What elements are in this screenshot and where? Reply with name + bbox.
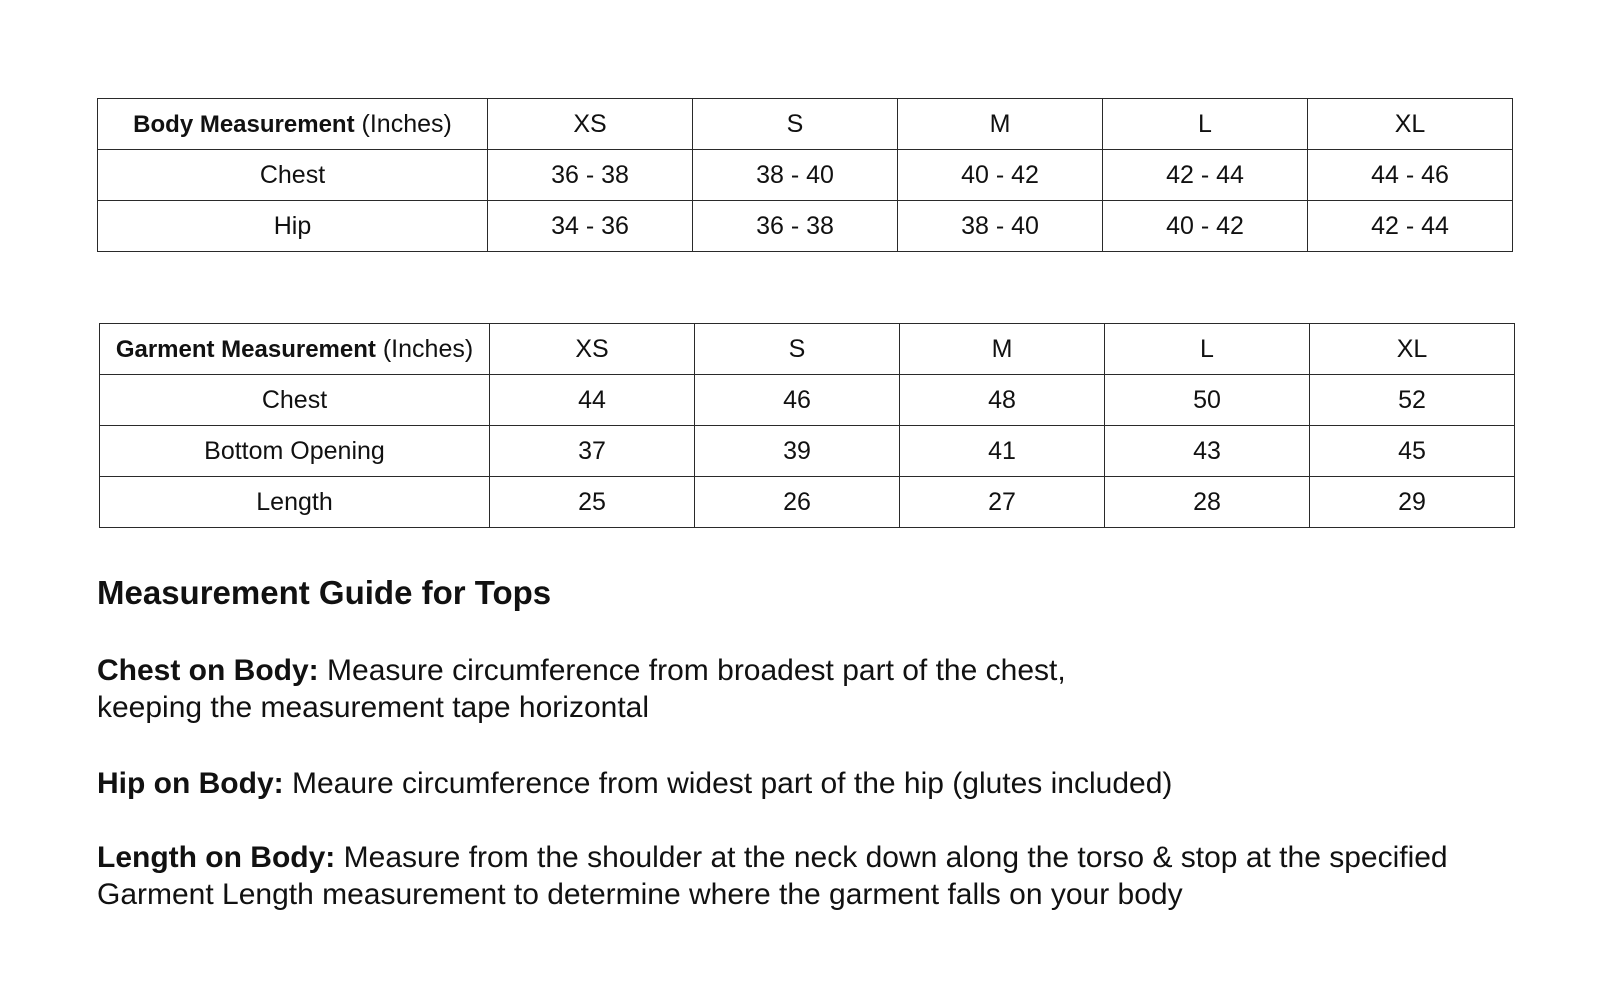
table-cell: 36 - 38 bbox=[693, 201, 898, 252]
table-cell: 44 - 46 bbox=[1308, 150, 1513, 201]
table-row bbox=[100, 426, 1515, 477]
table-cell: 36 - 38 bbox=[488, 150, 693, 201]
guide-chest-paragraph bbox=[97, 652, 1577, 726]
guide-title: Measurement Guide for Tops bbox=[97, 574, 552, 611]
table-cell: 44 bbox=[490, 375, 695, 426]
table-cell: 39 bbox=[695, 426, 900, 477]
table-cell: 46 bbox=[695, 375, 900, 426]
body-table-header-title: Body Measurement bbox=[133, 110, 355, 138]
guide-length-paragraph bbox=[97, 839, 1577, 913]
row-label-chest: Chest bbox=[100, 375, 490, 426]
guide-length-text-line2: Garment Length measurement to determine where the garment falls on your body bbox=[97, 878, 1183, 911]
table-header-row bbox=[100, 324, 1515, 375]
table-cell: 34 - 36 bbox=[488, 201, 693, 252]
table-row bbox=[100, 375, 1515, 426]
garment-table-header-title: Garment Measurement bbox=[115, 335, 376, 363]
table-cell: 26 bbox=[695, 477, 900, 528]
table-cell: 45 bbox=[1310, 426, 1515, 477]
size-header-s: S bbox=[693, 99, 898, 150]
guide-hip-text: Meaure circumference from widest part of the hip (glutes included) bbox=[291, 767, 1173, 800]
table-row bbox=[100, 477, 1515, 528]
body-table-header-unit: (Inches) bbox=[361, 109, 452, 138]
table-header-row bbox=[98, 99, 1513, 150]
table-cell: 43 bbox=[1105, 426, 1310, 477]
guide-length-term: Length on Body: bbox=[97, 841, 336, 874]
body-measurement-table bbox=[97, 98, 1513, 252]
row-label-bottom-opening: Bottom Opening bbox=[100, 426, 490, 477]
table-cell: 37 bbox=[490, 426, 695, 477]
table-cell: 52 bbox=[1310, 375, 1515, 426]
guide-chest-text-line2: keeping the measurement tape horizontal bbox=[97, 691, 650, 724]
guide-chest-term: Chest on Body: bbox=[97, 654, 319, 687]
size-header-l: L bbox=[1103, 99, 1308, 150]
table-cell: 50 bbox=[1105, 375, 1310, 426]
row-label-length: Length bbox=[100, 477, 490, 528]
size-header-xs: XS bbox=[488, 99, 693, 150]
table-cell: 38 - 40 bbox=[693, 150, 898, 201]
guide-chest-text-line1: Measure circumference from broadest part of the chest, bbox=[327, 654, 1066, 687]
row-label-hip: Hip bbox=[98, 201, 488, 252]
table-row bbox=[98, 201, 1513, 252]
guide-hip-paragraph bbox=[97, 765, 1577, 802]
table-cell: 41 bbox=[900, 426, 1105, 477]
guide-hip-term: Hip on Body: bbox=[97, 767, 284, 800]
guide-length-text-line1: Measure from the shoulder at the neck down along the torso & stop at the specified bbox=[343, 841, 1448, 874]
table-cell: 27 bbox=[900, 477, 1105, 528]
table-cell: 40 - 42 bbox=[898, 150, 1103, 201]
size-header-xs: XS bbox=[490, 324, 695, 375]
table-cell: 25 bbox=[490, 477, 695, 528]
table-cell: 28 bbox=[1105, 477, 1310, 528]
size-header-s: S bbox=[695, 324, 900, 375]
row-label-chest: Chest bbox=[98, 150, 488, 201]
garment-table-header-unit: (Inches) bbox=[382, 334, 474, 363]
garment-table-header-cell bbox=[100, 324, 490, 375]
table-cell: 42 - 44 bbox=[1308, 201, 1513, 252]
body-table-header-cell bbox=[98, 99, 488, 150]
size-header-xl: XL bbox=[1310, 324, 1515, 375]
table-row bbox=[98, 150, 1513, 201]
size-header-m: M bbox=[898, 99, 1103, 150]
table-cell: 48 bbox=[900, 375, 1105, 426]
table-cell: 40 - 42 bbox=[1103, 201, 1308, 252]
table-cell: 38 - 40 bbox=[898, 201, 1103, 252]
garment-measurement-table bbox=[99, 323, 1515, 528]
table-cell: 42 - 44 bbox=[1103, 150, 1308, 201]
size-header-xl: XL bbox=[1308, 99, 1513, 150]
size-header-l: L bbox=[1105, 324, 1310, 375]
size-header-m: M bbox=[900, 324, 1105, 375]
table-cell: 29 bbox=[1310, 477, 1515, 528]
